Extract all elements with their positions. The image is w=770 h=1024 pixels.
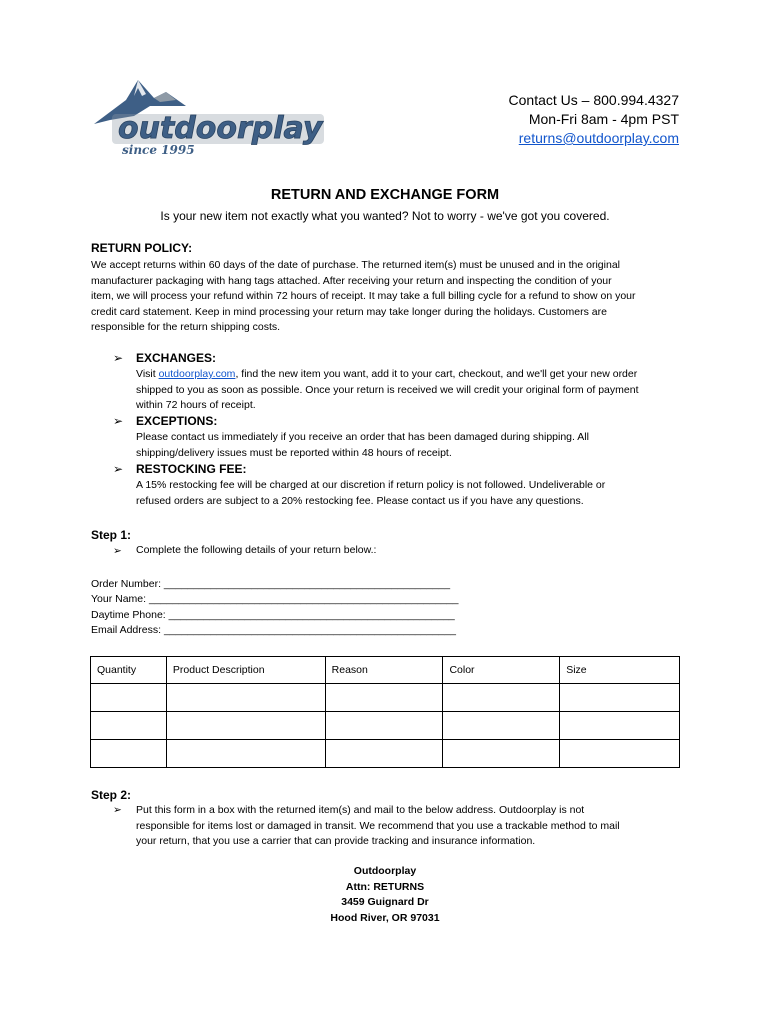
page-subtitle: Is your new item not exactly what you wanted? Not to worry - we've got you covered. (160, 209, 610, 223)
table-cell[interactable] (443, 740, 560, 768)
table-cell[interactable] (91, 712, 167, 740)
exchanges-line: within 72 hours of receipt. (136, 399, 256, 412)
table-cell[interactable] (325, 684, 443, 712)
restocking-line: A 15% restocking fee will be charged at our discretion if return policy is not followed. Undeliverable or (136, 479, 606, 491)
exceptions-line: Please contact us immediately if you receive an order that has been damaged during shipping. All (136, 431, 589, 443)
policy-line: item, we will process your refund within 72 hours of receipt. It may take a full billing cycle for a refund to show on your (91, 290, 636, 303)
column-header-color: Color (443, 657, 560, 684)
restocking-heading: RESTOCKING FEE: (136, 462, 247, 476)
exchanges-heading: EXCHANGES: (136, 351, 217, 365)
exchanges-line: shipped to you as soon as possible. Once your return is received we will credit your original form of payment (136, 383, 639, 396)
table-cell[interactable] (443, 684, 560, 712)
step2-heading: Step 2: (91, 788, 132, 802)
step2-line: your return, that you use a carrier that can provide tracking and insurance information. (136, 835, 536, 848)
arrow-bullet-icon: ➢ (113, 545, 122, 557)
outdoorplay-logo (90, 76, 330, 158)
policy-line: responsible for the return shipping costs. (91, 321, 281, 334)
arrow-bullet-icon: ➢ (113, 804, 122, 816)
logo-tagline: since 1995 (122, 143, 195, 157)
address-line: Outdoorplay (353, 865, 417, 877)
table-row (91, 684, 680, 712)
page-title: RETURN AND EXCHANGE FORM (270, 187, 500, 203)
contact-email-link[interactable]: returns@outdoorplay.com (518, 130, 679, 146)
exchanges-text (136, 367, 696, 414)
logo-wordmark: outdoorplay (118, 111, 323, 146)
policy-line: manufacturer packaging with hang tags attached. After receiving your return and inspecting the condition of your (91, 274, 612, 287)
table-row (91, 740, 680, 768)
exchanges-prefix: Visit (136, 368, 159, 380)
column-header-reason: Reason (325, 657, 443, 684)
daytime-phone-field[interactable]: Daytime Phone: _________________________________________________ (91, 609, 455, 621)
arrow-bullet-icon: ➢ (113, 462, 124, 476)
table-cell[interactable] (166, 684, 325, 712)
restocking-line: refused orders are subject to a 20% restocking fee. Please contact us if you have any questions. (136, 494, 584, 507)
table-cell[interactable] (560, 712, 680, 740)
column-header-product-description: Product Description (166, 657, 325, 684)
step2-line: responsible for items lost or damaged in transit. We recommend that you use a trackable method to mail (136, 819, 620, 832)
address-line: 3459 Guignard Dr (341, 896, 429, 909)
step1-heading: Step 1: (91, 528, 132, 542)
policy-line: credit card statement. Keep in mind processing your return may take longer during the holidays. Customers are (91, 305, 607, 318)
arrow-bullet-icon: ➢ (113, 414, 124, 428)
column-header-size: Size (560, 657, 680, 684)
table-cell[interactable] (560, 740, 680, 768)
table-header-row (91, 657, 680, 684)
order-number-field[interactable]: Order Number: _________________________________________________ (91, 578, 451, 590)
table-cell[interactable] (91, 740, 167, 768)
address-line: Hood River, OR 97031 (330, 911, 440, 924)
table-cell[interactable] (325, 740, 443, 768)
exceptions-heading: EXCEPTIONS: (136, 414, 218, 428)
restocking-text (136, 478, 696, 509)
contact-hours: Mon-Fri 8am - 4pm PST (528, 111, 679, 127)
table-cell[interactable] (91, 684, 167, 712)
your-name-field[interactable]: Your Name: _____________________________________________________ (91, 593, 459, 605)
contact-phone: Contact Us – 800.994.4327 (508, 92, 679, 108)
exchanges-suffix: , find the new item you want, add it to your cart, checkout, and we'll get your new order (235, 368, 638, 380)
exceptions-line: shipping/delivery issues must be reported within 48 hours of receipt. (136, 446, 452, 459)
table-row (91, 712, 680, 740)
email-address-field[interactable]: Email Address: __________________________________________________ (91, 624, 456, 636)
column-header-quantity: Quantity (91, 657, 167, 684)
table-cell[interactable] (443, 712, 560, 740)
table-cell[interactable] (166, 740, 325, 768)
table-cell[interactable] (166, 712, 325, 740)
table-cell[interactable] (560, 684, 680, 712)
return-items-table (90, 656, 680, 768)
exceptions-text (136, 430, 696, 461)
return-policy-text (91, 258, 691, 336)
table-cell[interactable] (325, 712, 443, 740)
contact-block (509, 91, 679, 148)
arrow-bullet-icon: ➢ (113, 351, 124, 365)
return-policy-heading: RETURN POLICY: (91, 241, 193, 255)
step1-instruction: Complete the following details of your return below.: (136, 544, 377, 556)
mailing-address (0, 864, 770, 926)
address-line: Attn: RETURNS (345, 880, 425, 893)
step2-text (136, 803, 696, 850)
step2-line: Put this form in a box with the returned item(s) and mail to the below address. Outdoorplay is not (136, 804, 585, 816)
policy-line: We accept returns within 60 days of the date of purchase. The returned item(s) must be unused and in the original (91, 259, 620, 271)
outdoorplay-link[interactable]: outdoorplay.com (158, 368, 236, 380)
